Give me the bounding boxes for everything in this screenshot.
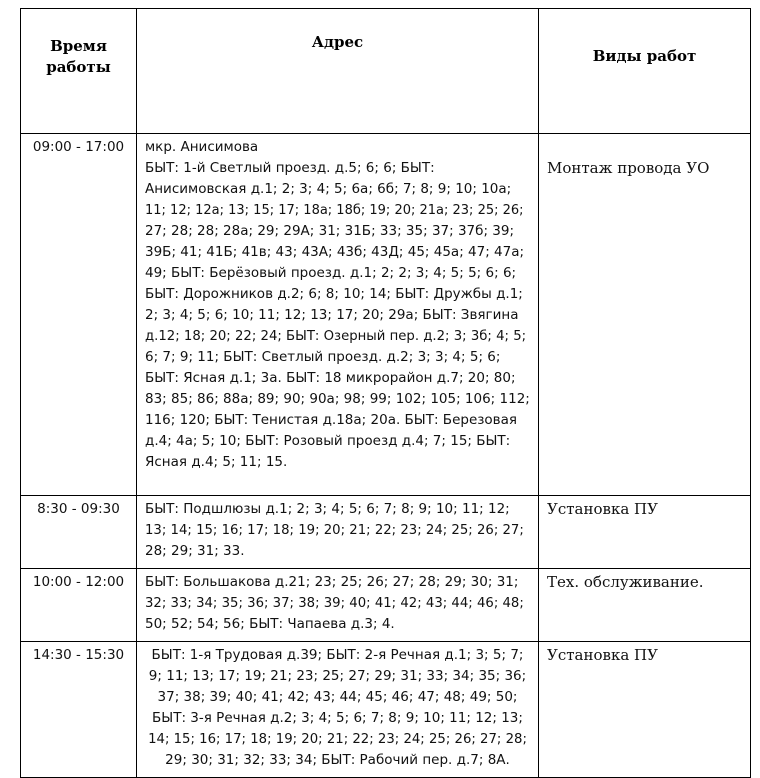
work-type-cell: Установка ПУ [539,496,751,569]
address-line: БЫТ: Подшлюзы д.1; 2; 3; 4; 5; 6; 7; 8; 9; 10; 11; 12; [145,501,510,517]
address-line: 49; БЫТ: Берёзовый проезд. д.1; 2; 2; 3; 4; 5; 5; 6; 6; [145,265,517,281]
address-line: БЫТ: 1-й Светлый проезд. д.5; 6; 6; БЫТ: [145,160,435,176]
header-work-types: Виды работ [539,9,751,134]
address-line: БЫТ: 1-я Трудовая д.39; БЫТ: 2-я Речная д.1; 3; 5; 7; [151,647,524,663]
time-cell: 8:30 - 09:30 [21,496,137,569]
address-line: 116; 120; БЫТ: Тенистая д.18а; 20а. БЫТ: Березовая [145,412,518,428]
address-line: мкр. Анисимова [145,139,259,155]
address-line: БЫТ: Дорожников д.2; 6; 8; 10; 14; БЫТ: Дружбы д.1; [145,286,523,302]
address-line: д.12; 18; 20; 22; 24; БЫТ: Озерный пер. д.2; 3; 3б; 4; 5; [145,329,527,344]
work-type-cell: Установка ПУ [539,642,751,778]
address-line: 50; 52; 54; 56; БЫТ: Чапаева д.3; 4. [145,616,395,632]
address-cell [137,569,539,642]
table-row [21,569,751,642]
address-cell [137,134,539,496]
header-address: Адрес [137,9,539,134]
header-row [21,9,751,134]
address-line: Ясная д.4; 5; 11; 15. [145,454,288,470]
time-cell: 10:00 - 12:00 [21,569,137,642]
address-line: д.4; 4а; 5; 10; БЫТ: Розовый проезд д.4; 7; 15; БЫТ: [145,433,511,449]
work-type-cell: Тех. обслуживание. [539,569,751,642]
header-time-line1: Время [50,37,107,55]
address-line: 39Б; 41; 41Б; 41в; 43; 43А; 43б; 43Д; 45; 45а; 47; 47а; [145,244,525,260]
address-line: 37; 38; 39; 40; 41; 42; 43; 44; 45; 46; 47; 48; 49; 50; [157,689,518,705]
address-line: 6; 7; 9; 11; БЫТ: Светлый проезд. д.2; 3; 3; 4; 5; 6; [145,349,501,365]
table-row [21,134,751,496]
work-type-cell: Монтаж провода УО [539,134,751,496]
address-line: 32; 33; 34; 35; 36; 37; 38; 39; 40; 41; 42; 43; 44; 46; 48; [145,596,524,611]
address-line: 13; 14; 15; 16; 17; 18; 19; 20; 21; 22; 23; 24; 25; 26; 27; [145,523,524,538]
address-line: 27; 28; 28; 28а; 29; 29А; 31; 31Б; 33; 35; 37; 37б; 39; [145,223,515,239]
address-line: 28; 29; 31; 33. [145,543,245,559]
table-row [21,496,751,569]
schedule-table [20,8,751,778]
address-line: Анисимовская д.1; 2; 3; 4; 5; 6а; 6б; 7; 8; 9; 10; 10а; [145,181,512,197]
address-cell [137,642,539,778]
address-line: 14; 15; 16; 17; 18; 19; 20; 21; 22; 23; 24; 25; 26; 27; 28; [148,732,527,747]
address-line: БЫТ: Большакова д.21; 23; 25; 26; 27; 28; 29; 30; 31; [145,574,519,590]
table-row [21,642,751,778]
address-line: 11; 12; 12а; 13; 15; 17; 18а; 18б; 19; 20; 21а; 23; 25; 26; [145,203,524,218]
address-line: 2; 3; 4; 5; 6; 10; 11; 12; 13; 17; 20; 29а; БЫТ: Звягина [145,307,519,323]
address-cell [137,496,539,569]
address-line: 29; 30; 31; 32; 33; 34; БЫТ: Рабочий пер. д.7; 8А. [165,752,510,768]
address-line: БЫТ: Ясная д.1; 3а. БЫТ: 18 микрорайон д.7; 20; 80; [145,370,516,386]
header-time-line2: работы [46,58,111,76]
address-line: 83; 85; 86; 88а; 89; 90; 90а; 98; 99; 102; 105; 106; 112; [145,391,530,407]
time-cell: 14:30 - 15:30 [21,642,137,778]
address-line: 9; 11; 13; 17; 19; 21; 23; 25; 27; 29; 31; 33; 34; 35; 36; [148,668,527,684]
time-cell: 09:00 - 17:00 [21,134,137,496]
header-time [21,9,137,134]
address-line: БЫТ: 3-я Речная д.2; 3; 4; 5; 6; 7; 8; 9; 10; 11; 12; 13; [152,710,523,726]
